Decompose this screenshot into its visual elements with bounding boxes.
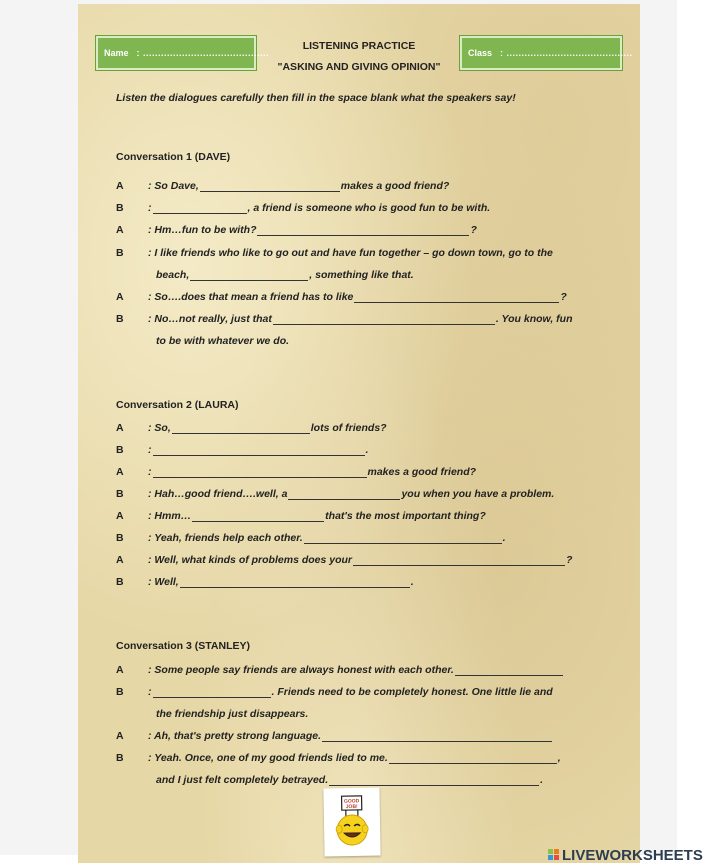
answer-blank[interactable] [172,423,310,434]
dialogue-line: B : Yeah. Once, one of my good friends lied to me. , [116,752,561,764]
logo-icon [548,848,560,862]
speaker-label: B [116,532,124,544]
speaker-label: A [116,224,124,236]
dialogue-line: A : So, lots of friends? [116,422,387,434]
class-label: Class [468,48,493,58]
worksheet-title: LISTENING PRACTICE [302,40,416,52]
liveworksheets-logo[interactable] [548,846,703,864]
speaker-label: A [116,554,124,566]
dialogue-line: A : makes a good friend? [116,466,477,478]
answer-blank[interactable] [153,467,367,478]
sticker-text-1: GOOD [343,798,360,805]
answer-blank[interactable] [273,314,495,325]
answer-blank[interactable] [353,555,565,566]
dialogue-line: B : Well, . [116,576,414,588]
dialogue-line: A : Ah, that's pretty strong language. [116,728,553,742]
answer-blank[interactable] [329,775,539,786]
speaker-label: B [116,576,124,588]
speaker-label: B [116,202,124,214]
dialogue-line-continued: and I just felt completely betrayed. . [156,774,544,786]
answer-blank[interactable] [304,533,502,544]
answer-blank[interactable] [389,753,557,764]
speaker-label: A [116,730,124,742]
speaker-label: A [116,664,124,676]
answer-blank[interactable] [180,577,410,588]
answer-blank[interactable] [190,270,308,281]
good-job-sticker [323,788,380,857]
logo-text: LIVEWORKSHEETS [562,846,703,864]
answer-blank[interactable] [192,511,324,522]
dialogue-line: A : Some people say friends are always honest with each other. [116,662,564,676]
dialogue-line: B : , a friend is someone who is good fun to be with. [116,202,491,214]
name-label: Name [104,48,129,58]
dialogue-line: B : No…not really, just that . You know, fun [116,313,573,325]
name-input[interactable]: : .......................................... [136,48,270,58]
speaker-label: A [116,466,124,478]
speaker-label: B [116,686,124,698]
speaker-label: B [116,313,124,325]
answer-blank[interactable] [455,665,563,676]
worksheet-page [78,4,703,864]
speaker-label: A [116,291,124,303]
worksheet-subtitle: "ASKING AND GIVING OPINION" [277,61,441,73]
dialogue-line: A : So….does that mean a friend has to like ? [116,291,567,303]
speaker-label: A [116,510,124,522]
class-input[interactable]: : .......................................... [500,48,633,58]
speaker-label: B [116,752,124,764]
answer-blank[interactable] [288,489,400,500]
dialogue-line-continued: the friendship just disappears. [156,708,309,720]
answer-blank[interactable] [257,225,469,236]
dialogue-line: A : Hm…fun to be with? ? [116,224,477,236]
instruction-text: Listen the dialogues carefully then fill in the space blank what the speakers say! [116,92,516,104]
page-gutter [677,0,707,867]
speaker-label: B [116,444,124,456]
speaker-label: B [116,488,124,500]
conversation-1-title: Conversation 1 (DAVE) [116,151,231,163]
dialogue-line: A : So Dave, makes a good friend? [116,180,450,192]
conversation-3-title: Conversation 3 (STANLEY) [116,640,250,652]
dialogue-line: A : Well, what kinds of problems does your ? [116,554,573,566]
answer-blank[interactable] [354,292,559,303]
speaker-label: A [116,422,124,434]
dialogue-line: B : Hah…good friend….well, a you when you have a problem. [116,488,555,500]
sticker-text-2: JOB! [345,803,358,811]
answer-blank[interactable] [322,731,552,742]
speaker-label: B [116,247,124,259]
dialogue-line: B : . Friends need to be completely honest. One little lie and [116,686,553,698]
dialogue-line-continued: to be with whatever we do. [156,335,290,347]
answer-blank[interactable] [153,445,365,456]
conversation-2-title: Conversation 2 (LAURA) [116,399,239,411]
dialogue-line: B : . [116,444,369,456]
dialogue-line: A : Hmm… that's the most important thing? [116,510,486,522]
speaker-label: A [116,180,124,192]
smiley-icon [323,788,380,857]
dialogue-line: B : Yeah, friends help each other. . [116,532,506,544]
answer-blank[interactable] [153,203,247,214]
answer-blank[interactable] [153,687,271,698]
dialogue-line: B : I like friends who like to go out and have fun together – go down town, go to the [116,247,553,259]
dialogue-line-continued: beach, , something like that. [156,269,414,281]
answer-blank[interactable] [200,181,340,192]
